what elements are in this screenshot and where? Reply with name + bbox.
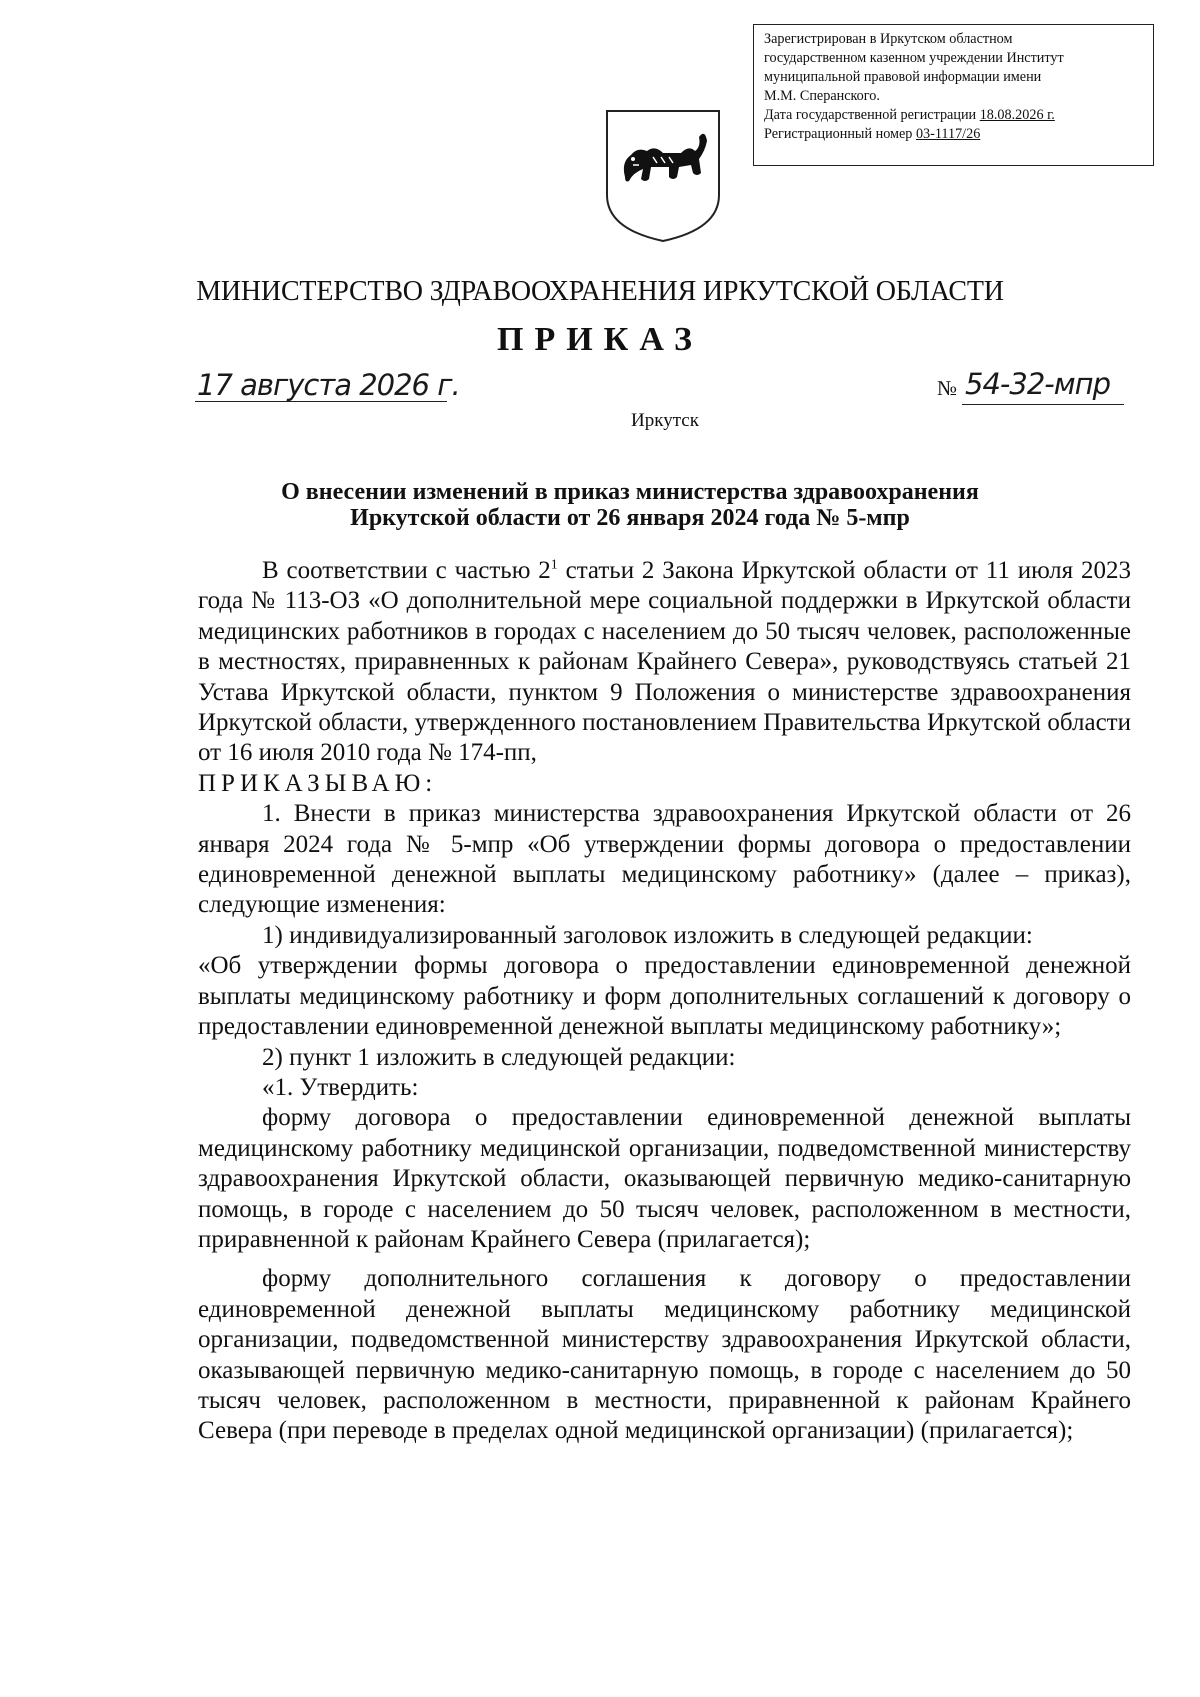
handwritten-date: 17 августа 2026 г.: [197, 368, 460, 402]
registration-number-label: Регистрационный номер: [764, 126, 916, 142]
item-1-1-text: «Об утверждении формы договора о предоставлении единовременной денежной выплаты медицинскому работнику и форм дополнительных соглашений к договору о предоставлении единовременной денежной выплаты медицинскому работнику»;: [198, 952, 1131, 1041]
registration-line: М.М. Сперанского.: [764, 88, 880, 104]
coat-of-arms-icon: [603, 107, 723, 245]
date-underline: [195, 401, 447, 402]
order-word: ПРИКАЗЫВАЮ:: [198, 769, 438, 797]
registration-date-value: 18.08.2026 г.: [979, 107, 1055, 123]
handwritten-number: 54-32-мпр: [965, 367, 1110, 401]
item-1-2-paragraph: 2) пункт 1 изложить в следующей редакции:: [262, 1043, 736, 1071]
preamble-text: В соответствии с частью 2: [262, 557, 551, 584]
registration-line: муниципальной правовой информации имени: [764, 69, 1042, 85]
ministry-name: МИНИСТЕРСТВО ЗДРАВООХРАНЕНИЯ ИРКУТСКОЙ ОБЛАСТИ: [196, 276, 1004, 307]
document-type: ПРИКАЗ: [497, 321, 703, 358]
document-body: [198, 556, 1131, 1447]
registration-date: [764, 106, 1143, 125]
registration-line: государственном казенном учреждении Институт: [764, 50, 1064, 66]
title-line: О внесении изменений в приказ министерства здравоохранения: [281, 479, 979, 505]
registration-number-value: 03-1117/26: [915, 126, 981, 142]
item-1-1-paragraph: 1) индивидуализированный заголовок изложить в следующей редакции:: [262, 921, 1033, 949]
registration-number: [764, 125, 1143, 144]
city-name: Иркутск: [631, 410, 699, 431]
registration-date-label: Дата государственной регистрации: [764, 107, 980, 123]
number-sign: №: [937, 376, 958, 400]
number-underline: [962, 404, 1124, 405]
registration-line: Зарегистрирован в Иркутском областном: [764, 31, 1013, 47]
item-1-paragraph: 1. Внести в приказ министерства здравоохранения Иркутской области от 26 января 2024 года № 5-мпр «Об утверждении формы договора о предоставлении единовременной денежной выплаты медицинскому работнику» (далее – приказ), следующие изменения:: [198, 800, 1131, 919]
form-2-paragraph: форму дополнительного соглашения к договору о предоставлении единовременной денежной выплаты медицинскому работнику медицинской организации, подведомственной министерству здравоохранения Иркутской области, оказывающей первичную медико-санитарную помощь, в городе с населением до 50 тысяч человек, расположенном в местности, приравненной к районам Крайнего Севера (при переводе в пределах одной медицинской организации) (прилагается);: [198, 1265, 1131, 1445]
registration-stamp: [753, 24, 1154, 166]
preamble-paragraph: [198, 556, 1131, 769]
preamble-superscript: 1: [550, 557, 558, 573]
preamble-text-continued: статьи 2 Закона Иркутской области от 11 июля 2023 года № 113-ОЗ «О дополнительной мере социальной поддержки в Иркутской области медицинских работников в городах с населением до 50 тысяч человек, расположенные в местностях, приравненных к районам Крайнего Севера», руководствуясь статьей 21 Устава Иркутской области, пунктом 9 Положения о министерстве здравоохранения Иркутской области, утвержденного постановлением Правительства Иркутской области от 16 июля 2010 года № 174-пп,: [198, 557, 1131, 767]
approve-paragraph: «1. Утвердить:: [262, 1073, 419, 1101]
title-line: Иркутской области от 26 января 2024 года № 5-мпр: [350, 505, 910, 531]
form-1-paragraph: форму договора о предоставлении единовременной денежной выплаты медицинскому работнику медицинской организации, подведомственной министерству здравоохранения Иркутской области, оказывающей первичную медико-санитарную помощь, в городе с населением до 50 тысяч человек, расположенном в местности, приравненной к районам Крайнего Севера (прилагается);: [198, 1104, 1131, 1253]
document-title: [180, 479, 1080, 531]
